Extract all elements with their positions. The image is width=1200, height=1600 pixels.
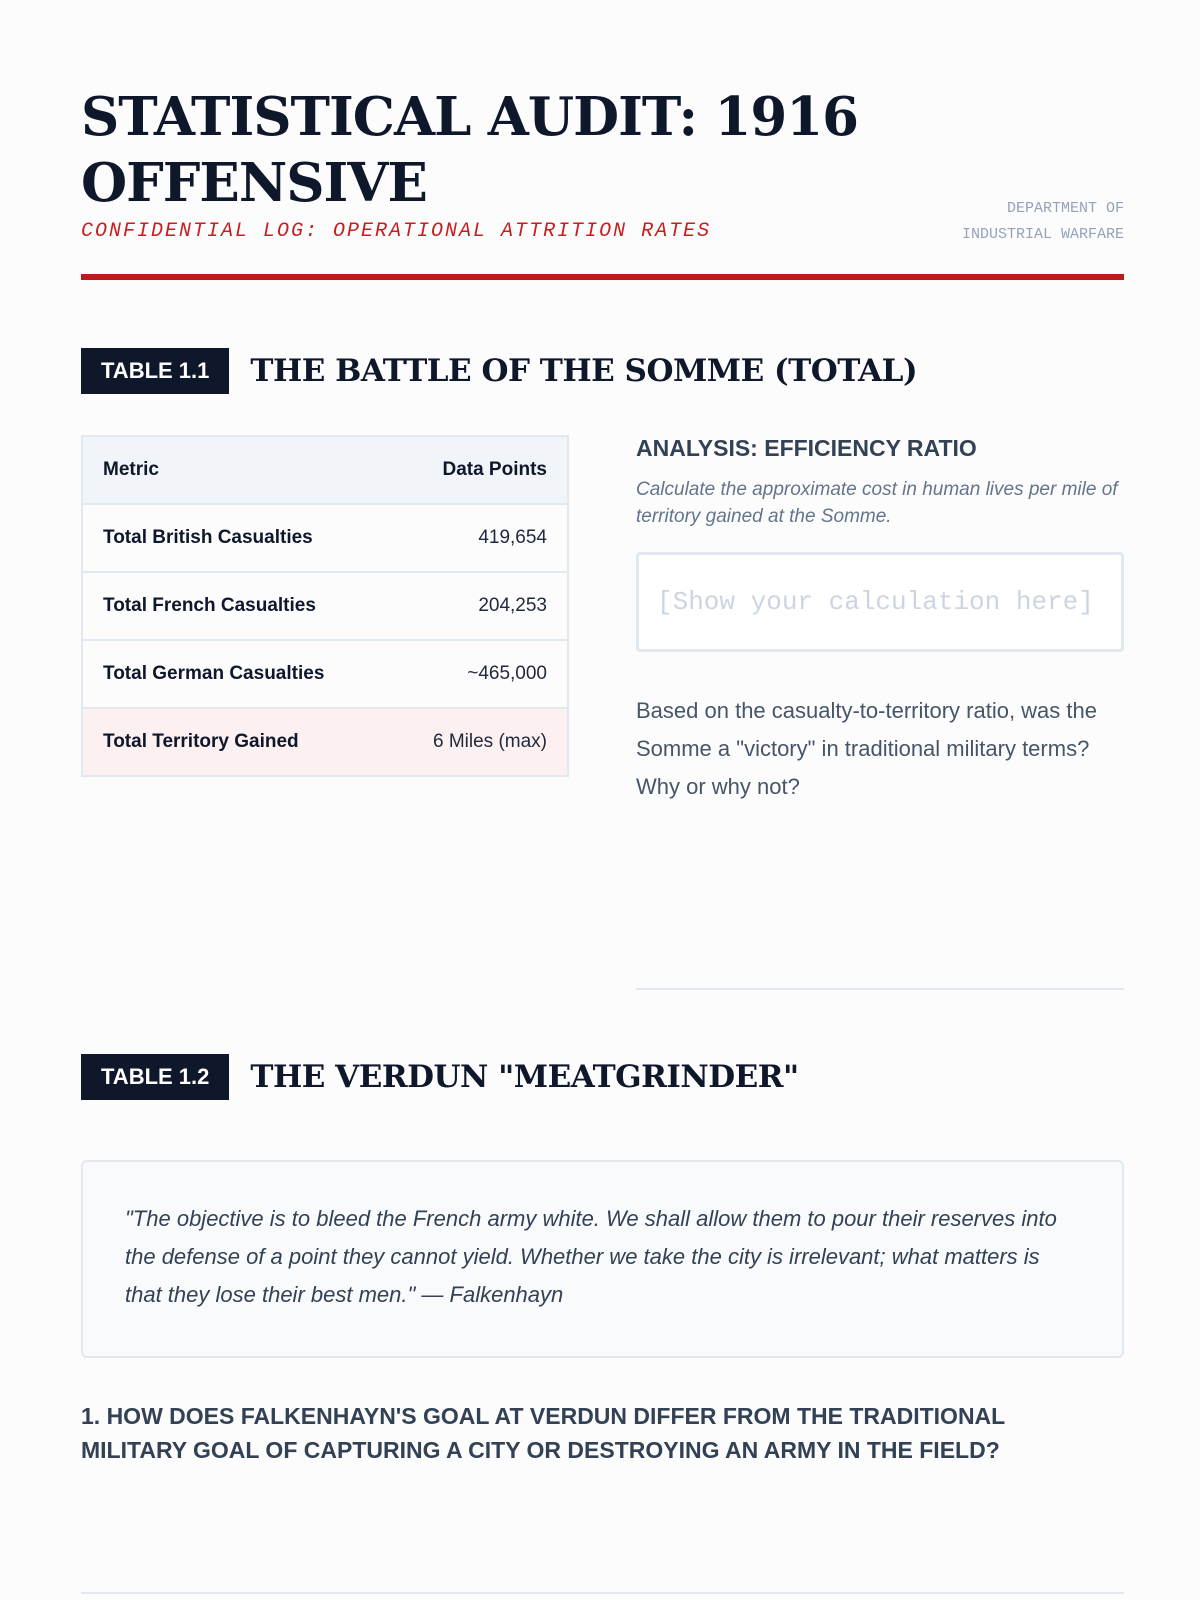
column-header-data-points: Data Points (388, 436, 569, 504)
calculation-input-box[interactable]: [Show your calculation here] (636, 552, 1124, 652)
value-cell: 6 Miles (max) (388, 708, 569, 776)
department-line-2: INDUSTRIAL WARFARE (961, 226, 1124, 243)
answer-line[interactable] (636, 988, 1124, 990)
question-1: 1. HOW DOES FALKENHAYN'S GOAL AT VERDUN DIFFER FROM THE TRADITIONAL MILITARY GOAL OF CAPTURING A CITY OR DESTROYING AN ARMY IN THE FIELD? (81, 1403, 1005, 1463)
section-title: THE VERDUN "MEATGRINDER" (250, 1059, 799, 1095)
value-cell: 204,253 (388, 572, 569, 640)
table-row (82, 640, 568, 708)
table-row-highlighted (82, 708, 568, 776)
analysis-title: ANALYSIS: EFFICIENCY RATIO (636, 435, 977, 461)
somme-data-table (81, 435, 569, 777)
table-tag: TABLE 1.1 (81, 348, 229, 394)
quote-box (81, 1160, 1124, 1358)
page-title: STATISTICAL AUDIT: 1916 OFFENSIVE (81, 86, 858, 214)
worksheet-page (81, 0, 1124, 1463)
falkenhayn-quote: "The objective is to bleed the French army white. We shall allow them to pour their reserves into the defense of a point they cannot yield. Whether we take the city is irrelevant; what matters is that they lose their best men." — Falkenhayn (125, 1206, 1057, 1307)
department-line-1: DEPARTMENT OF (1006, 200, 1124, 217)
section-title: THE BATTLE OF THE SOMME (TOTAL) (250, 353, 918, 389)
page-subtitle: CONFIDENTIAL LOG: OPERATIONAL ATTRITION RATES (81, 220, 712, 243)
table-row (82, 572, 568, 640)
department-label (962, 196, 1124, 248)
page-header (81, 0, 1124, 282)
answer-line[interactable] (81, 1592, 1124, 1594)
table-header-row (82, 436, 568, 504)
analysis-panel (636, 435, 1124, 806)
value-cell: ~465,000 (388, 640, 569, 708)
metric-cell: Total British Casualties (82, 504, 388, 572)
section-heading-verdun (81, 1054, 799, 1100)
table-tag: TABLE 1.2 (81, 1054, 229, 1100)
metric-cell: Total German Casualties (82, 640, 388, 708)
metric-cell: Total Territory Gained (82, 708, 388, 776)
value-cell: 419,654 (388, 504, 569, 572)
column-header-metric: Metric (82, 436, 388, 504)
header-divider (81, 274, 1124, 280)
analysis-instructions: Calculate the approximate cost in human lives per mile of territory gained at the Somme. (636, 479, 1118, 527)
analysis-question: Based on the casualty-to-territory ratio, was the Somme a "victory" in traditional military terms? Why or why not? (636, 698, 1097, 799)
table-row (82, 504, 568, 572)
section-heading-somme (81, 348, 917, 394)
metric-cell: Total French Casualties (82, 572, 388, 640)
